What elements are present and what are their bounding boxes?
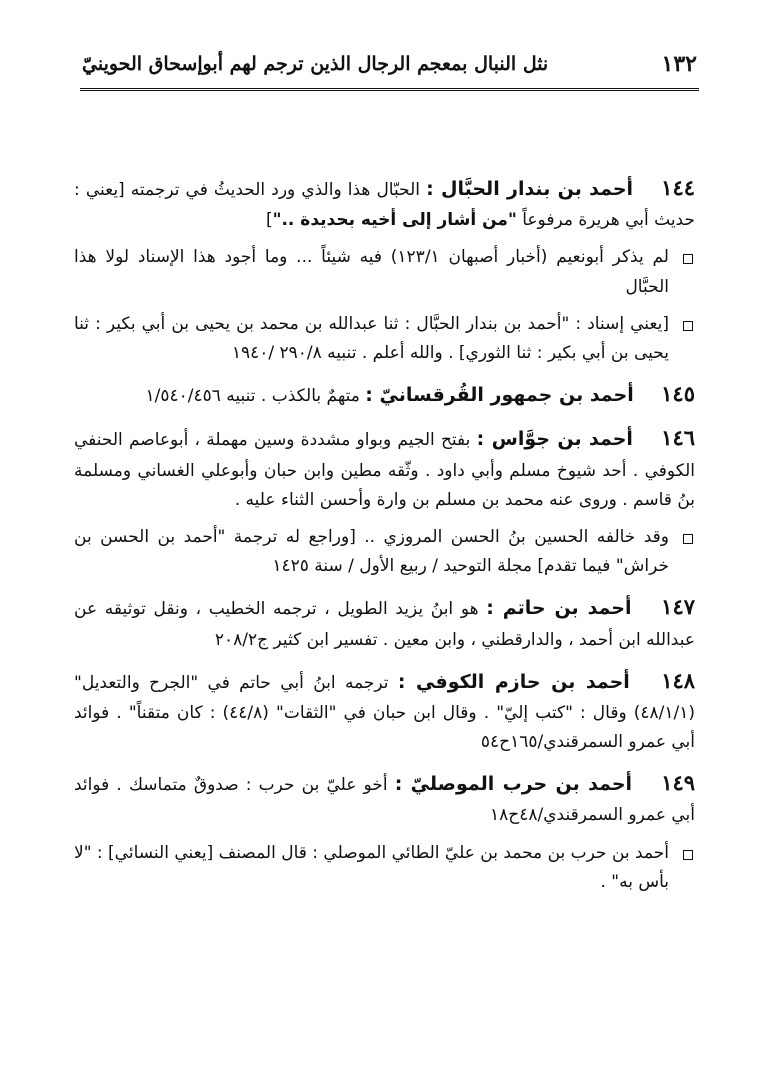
entry-text: هو ابنُ يزيد الطويل ، ترجمه الخطيب ، ونقل توثيقه عن عبدالله ابن أحمد ، والدارقطني ، وابن معين . تفسير ابن كثير ج٢٠٨/٢	[74, 599, 695, 650]
entry-number: ١٤٥	[661, 381, 695, 407]
entry-tail: ]	[265, 210, 273, 231]
entry-145	[74, 376, 695, 412]
page-content	[74, 170, 695, 1064]
entry-144	[74, 170, 695, 235]
entry-name: أحمد بن حرب الموصليّ :	[394, 773, 633, 796]
entry-name: أحمد بن جمهور القُرقسانيّ :	[365, 384, 634, 407]
square-bullet-icon	[683, 321, 693, 331]
header-rule	[80, 88, 699, 91]
note-text: لم يذكر أبونعيم (أخبار أصبهان ١٢٣/١) فيه شيئاً ... وما أجود هذا الإسناد لولا هذا الحبَّال	[74, 247, 669, 297]
page-number: ١٣٢	[661, 51, 697, 77]
entry-149	[74, 765, 695, 830]
entry-number: ١٤٤	[661, 175, 696, 200]
entry-text: الحبّال هذا والذي ورد الحديثُ في ترجمته [يعني : حديث أبي هريرة مرفوعاً	[74, 180, 695, 231]
entry-name: أحمد بن حازم الكوفي :	[397, 670, 630, 693]
note-item	[74, 523, 695, 581]
square-bullet-icon	[683, 534, 693, 544]
entry-146	[74, 420, 695, 515]
square-bullet-icon	[683, 254, 693, 264]
entry-number: ١٤٧	[661, 594, 696, 620]
entry-text: ترجمه ابنُ أبي حاتم في "الجرح والتعديل" (٤٨/١/١) وقال : "كتب إليّ" . وقال ابن حبان في "الثقات" (٤٤/٨) : كان متقناً" . فوائد أبي عمرو السمرقندي/١٦٥ح٥٤	[74, 672, 695, 753]
entry-quote: "من أشار إلى أخيه بحديدة .."	[272, 210, 517, 231]
running-title: نثل النبال بمعجم الرجال الذين ترجم لهم أبوإسحاق الحوينيّ	[82, 53, 549, 75]
entry-number: ١٤٩	[661, 770, 696, 796]
square-bullet-icon	[683, 850, 693, 860]
entry-number: ١٤٨	[661, 667, 696, 693]
note-item	[74, 243, 695, 301]
running-header	[82, 44, 697, 84]
entry-name: أحمد بن بندار الحبَّال :	[426, 178, 634, 200]
entry-name: أحمد بن جوَّاس :	[476, 428, 633, 451]
entry-name: أحمد بن حاتم :	[486, 597, 632, 620]
entry-147	[74, 589, 695, 654]
entry-148	[74, 663, 695, 758]
entry-number: ١٤٦	[661, 425, 696, 451]
note-text: وقد خالفه الحسين بنُ الحسن المروزي .. [وراجع له ترجمة "أحمد بن الحسن بن خراش" فيما تقدم] مجلة التوحيد / ربيع الأول / سنة ١٤٢٥	[74, 526, 669, 577]
entry-text: متهمٌ بالكذب . تنبيه ١/٥٤٠/٤٥٦	[145, 386, 360, 407]
note-item	[74, 310, 695, 368]
entry-text: أخو عليّ بن حرب : صدوقٌ متماسك . فوائد أبي عمرو السمرقندي/٤٨ح١٨	[74, 775, 695, 826]
note-item	[74, 839, 695, 897]
entry-text: بفتح الجيم وبواو مشددة وسين مهملة ، أبوعاصم الحنفي الكوفي . أحد شيوخ مسلم وأبي داود . وثّقه مطين وابن حبان وأبوعلي الغساني ومسلمة بنُ قاسم . وروى عنه محمد بن مسلم بن وارة وأحسن الثناء عليه .	[74, 430, 695, 510]
note-text: أحمد بن حرب بن محمد بن عليّ الطائي الموصلي : قال المصنف [يعني النسائي] : "لا بأس به" .	[74, 842, 669, 892]
note-text: [يعني إسناد : "أحمد بن بندار الحبَّال : ثنا عبدالله بن محمد بن يحيى بن أبي بكير : ثنا يحيى بن أبي بكير : ثنا الثوري] . والله أعلم . تنبيه ٢٩٠/٨ /١٩٤٠	[74, 313, 669, 364]
